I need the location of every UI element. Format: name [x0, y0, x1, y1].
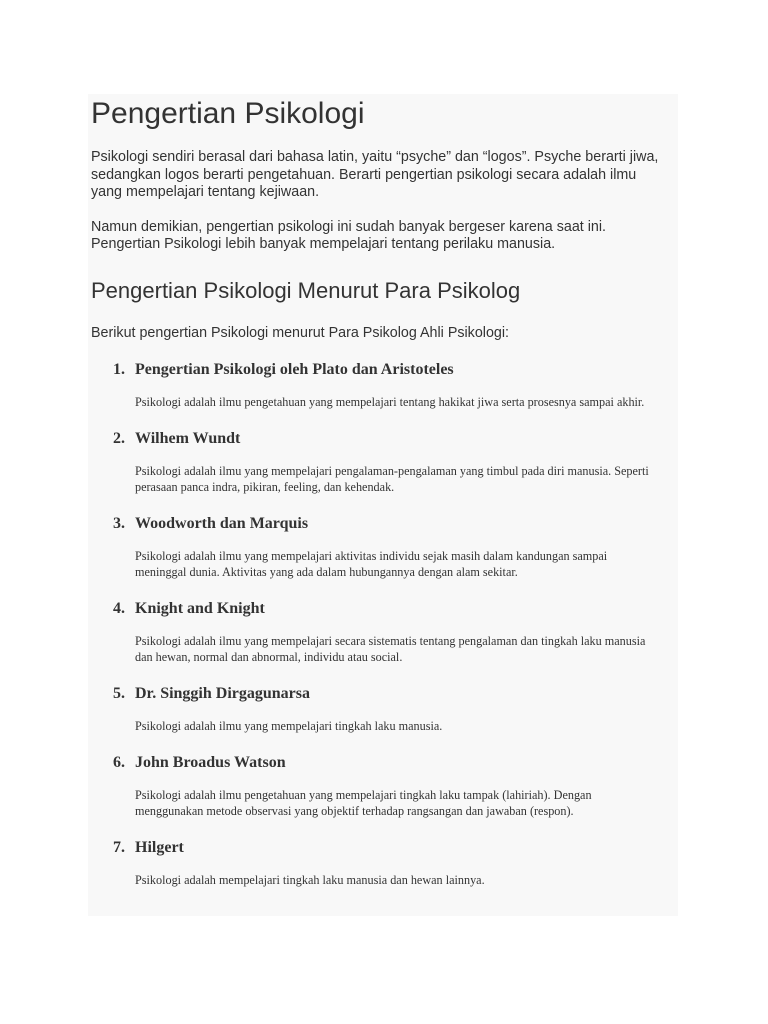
paragraph-shift: Namun demikian, pengertian psikologi ini sudah banyak bergeser karena saat ini. Pengertian Psikologi lebih banyak mempelajari tentang perilaku manusia.	[91, 218, 606, 252]
list-item-title: Hilgert	[135, 839, 184, 856]
list-item-description: Psikologi adalah ilmu pengetahuan yang mempelajari tentang hakikat jiwa serta prosesnya sampai akhir.	[135, 395, 645, 409]
list-item-number: 3.	[113, 515, 125, 532]
list-item	[91, 599, 671, 665]
list-item	[91, 360, 671, 410]
list-item-title: Woodworth dan Marquis	[135, 515, 309, 532]
list-item-number: 6.	[113, 754, 125, 771]
list-item-title: Dr. Singgih Dirgagunarsa	[135, 685, 310, 702]
list-item-number: 7.	[113, 839, 125, 856]
list-item	[91, 753, 671, 819]
list-item-number: 5.	[113, 685, 125, 702]
section-intro: Berikut pengertian Psikologi menurut Para Psikolog Ahli Psikologi:	[91, 324, 510, 341]
section-subtitle: Pengertian Psikologi Menurut Para Psikolog	[91, 277, 521, 303]
list-item-number: 1.	[113, 361, 125, 378]
list-item-description: Psikologi adalah ilmu yang mempelajari tingkah laku manusia.	[135, 719, 443, 733]
paragraph-definition: Psikologi sendiri berasal dari bahasa latin, yaitu “psyche” dan “logos”. Psyche berarti jiwa, sedangkan logos berarti pengetahuan. Berarti pengertian psikologi secara adalah ilmu yang mempelajari tentang kejiwaan.	[91, 149, 659, 200]
list-item	[91, 684, 671, 734]
list-item-title: Knight and Knight	[135, 600, 265, 617]
list-item-number: 2.	[113, 430, 125, 447]
experts-list	[91, 360, 671, 888]
list-item-description: Psikologi adalah mempelajari tingkah laku manusia dan hewan lainnya.	[135, 873, 485, 887]
list-item	[91, 514, 671, 580]
list-item	[91, 838, 671, 888]
list-item-description: Psikologi adalah ilmu yang mempelajari aktivitas individu sejak masih dalam kandungan sampai meninggal dunia. Aktivitas yang ada dalam hubungannya dengan alam sekitar.	[135, 549, 608, 579]
list-item-title: John Broadus Watson	[135, 754, 286, 771]
document-content	[91, 94, 671, 888]
list-item-number: 4.	[113, 600, 125, 617]
list-item-description: Psikologi adalah ilmu yang mempelajari pengalaman-pengalaman yang timbul pada diri manusia. Seperti perasaan panca indra, pikiran, feeling, dan kehendak.	[135, 464, 649, 494]
list-item-description: Psikologi adalah ilmu pengetahuan yang mempelajari tingkah laku tampak (lahiriah). Dengan menggunakan metode observasi yang objektif terhadap rangsangan dan jawaban (respon).	[135, 788, 592, 818]
list-item-title: Pengertian Psikologi oleh Plato dan Aristoteles	[135, 361, 454, 378]
list-item-title: Wilhem Wundt	[135, 430, 241, 447]
list-item-description: Psikologi adalah ilmu yang mempelajari secara sistematis tentang pengalaman dan tingkah laku manusia dan hewan, normal dan abnormal, individu atau social.	[135, 634, 646, 664]
list-item	[91, 429, 671, 495]
page-title: Pengertian Psikologi	[91, 97, 365, 130]
